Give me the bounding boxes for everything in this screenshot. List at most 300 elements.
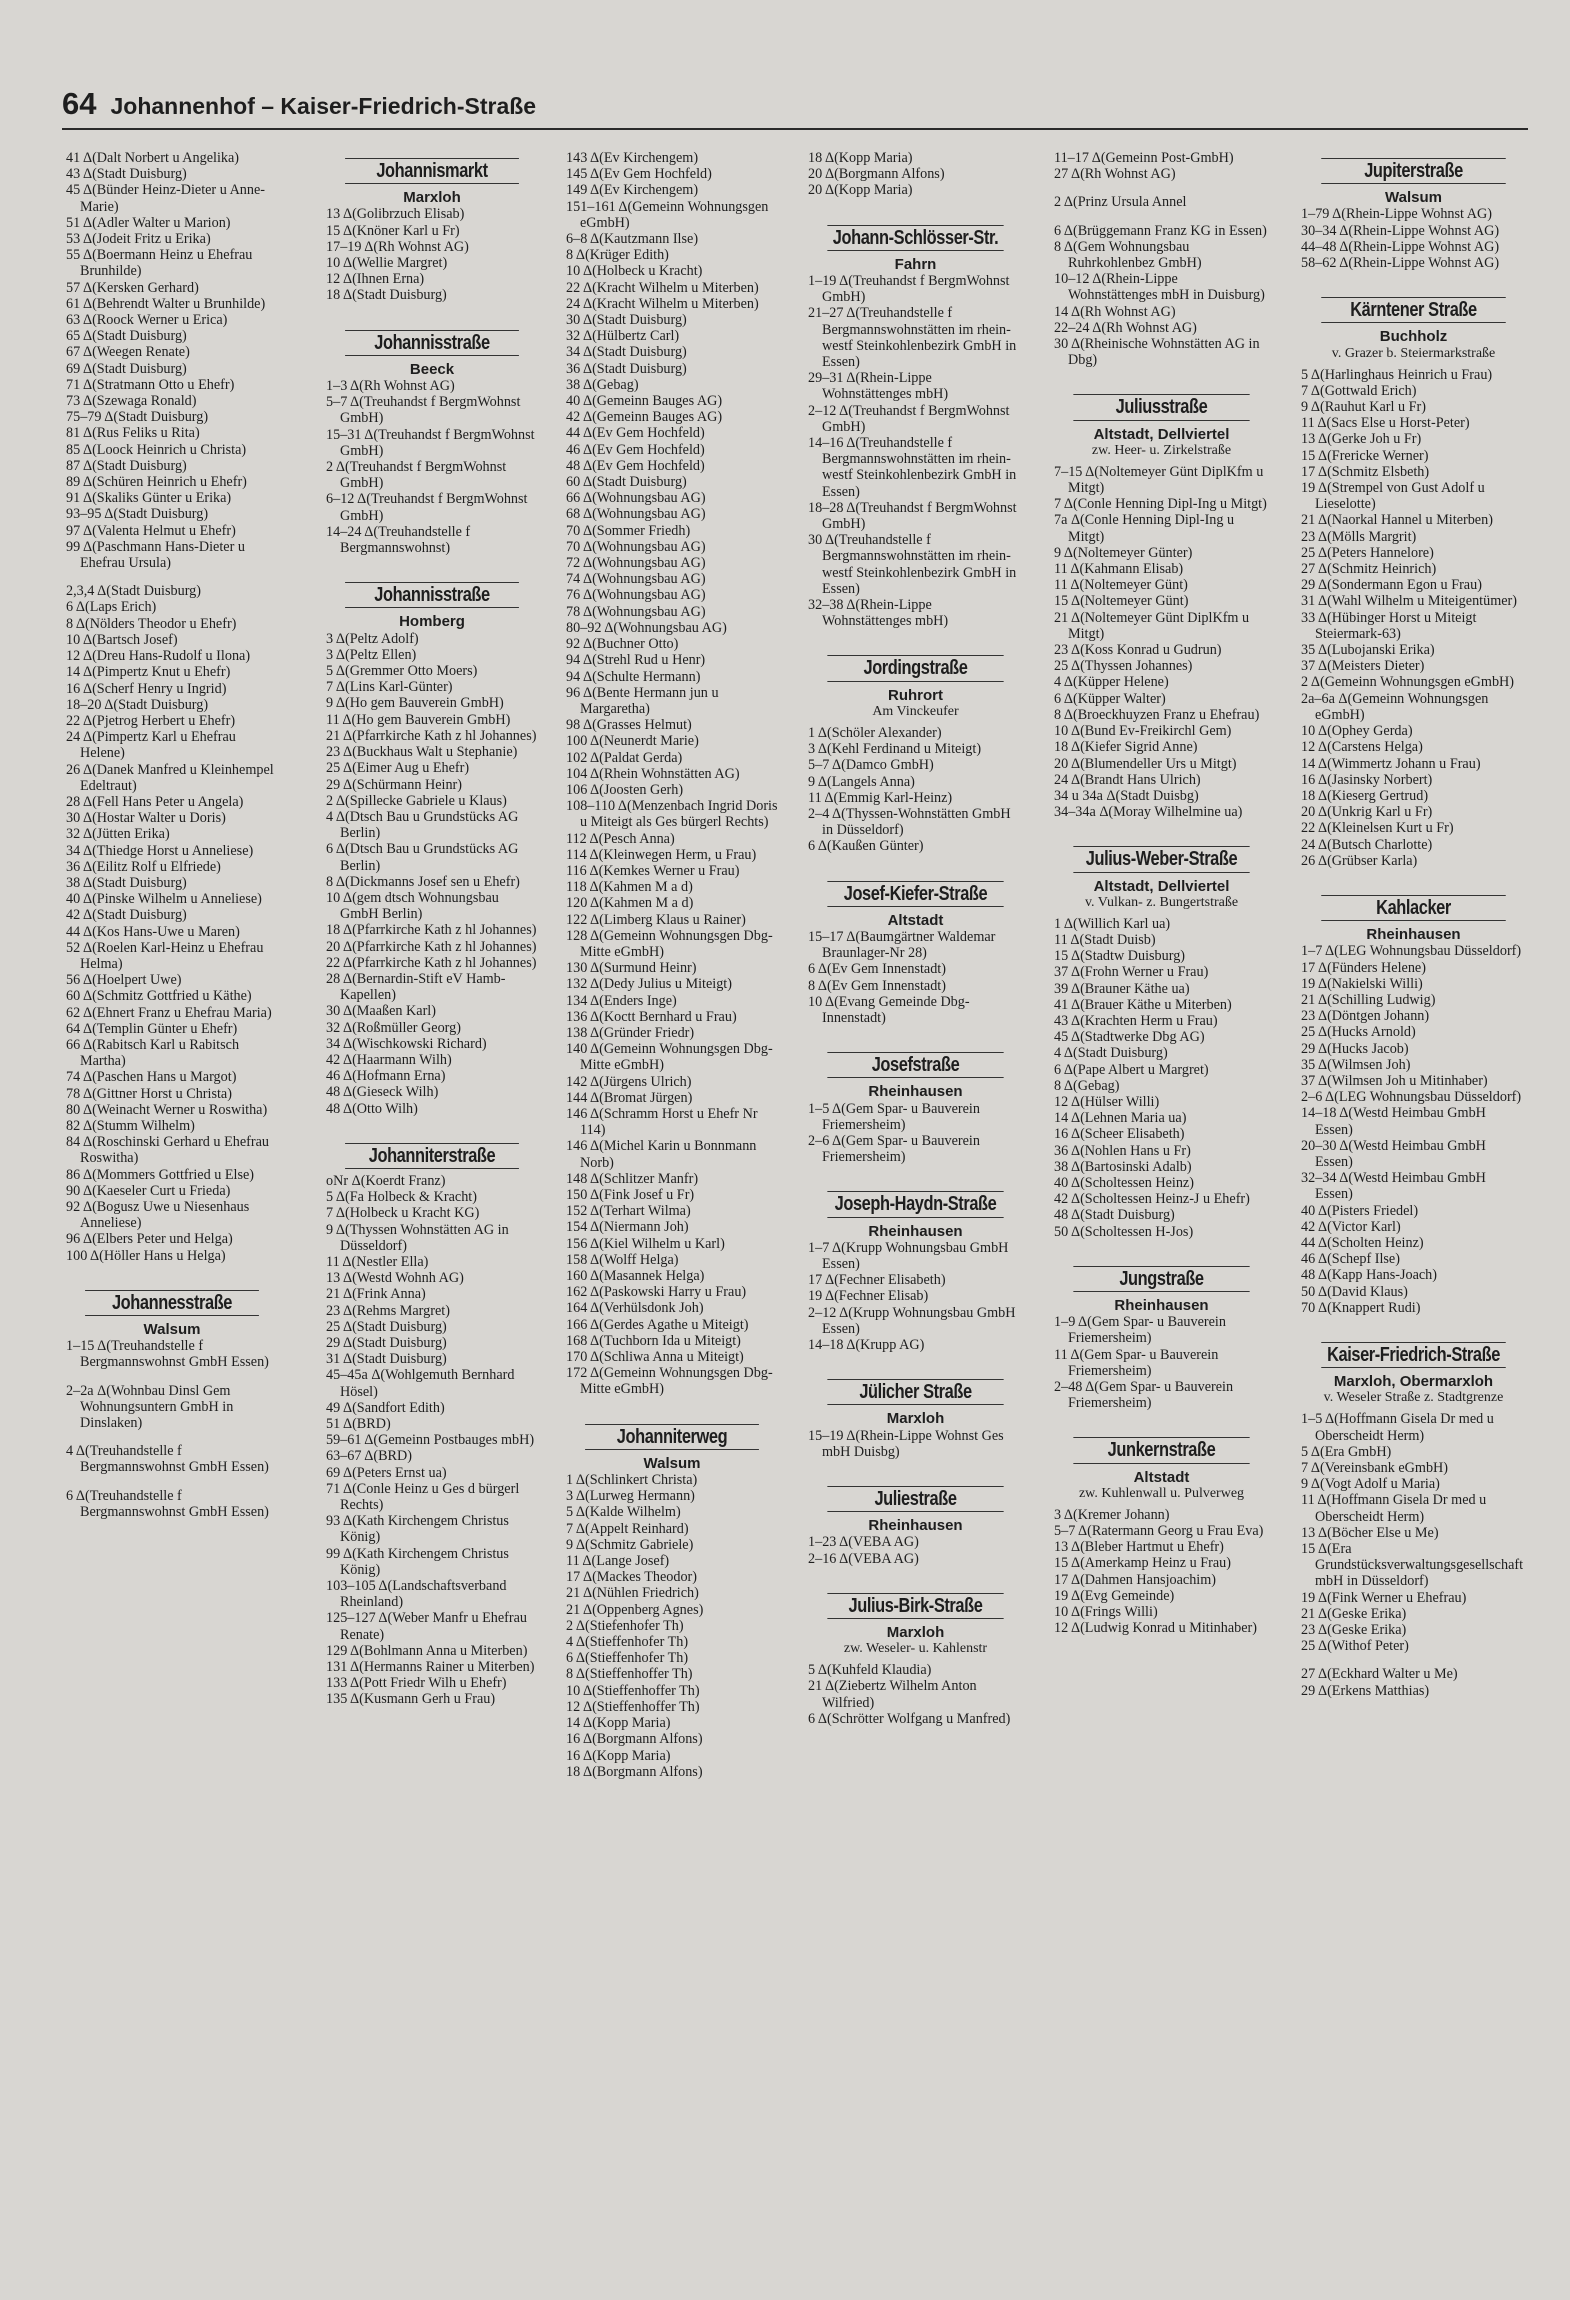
address-entry: 106 Δ(Joosten Gerh) <box>566 781 684 798</box>
address-entry: 154 Δ(Niermann Joh) <box>566 1219 689 1236</box>
address-entry: 2–12 Δ(Treuhandst f BergmWohnst GmbH) <box>808 402 1010 435</box>
district-label: Walsum <box>143 1321 201 1339</box>
address-entry: 128 Δ(Gemeinn Wohnungsgen Dbg-Mitte eGmbH) <box>566 927 773 960</box>
address-entry: 78 Δ(Wohnungsbau AG) <box>566 603 706 620</box>
address-entry: 2–48 Δ(Gem Spar- u Bauverein Friemersheim) <box>1054 1379 1234 1412</box>
address-entry: 12 Δ(Dreu Hans-Rudolf u Ilona) <box>66 648 251 665</box>
address-entry: 18 Δ(Borgmann Alfons) <box>566 1763 703 1780</box>
address-entry: 14 Δ(Kopp Maria) <box>566 1715 671 1732</box>
address-entry: 9 Δ(Ho gem Bauverein GmbH) <box>326 695 504 712</box>
address-entry: 8 Δ(Gem Wohnungsbau Ruhrkohlenbez GmbH) <box>1054 238 1202 272</box>
street-heading: Kaiser-Friedrich-Straße <box>1321 1342 1506 1368</box>
page-number: 64 <box>62 86 97 121</box>
address-entry: 52 Δ(Roelen Karl-Heinz u Ehefrau Helma) <box>66 939 264 972</box>
address-entry: 28 Δ(Fell Hans Peter u Angela) <box>66 793 244 810</box>
address-entry: 17 Δ(Mackes Theodor) <box>566 1569 697 1586</box>
street-heading: Juliestraße <box>827 1486 1003 1512</box>
address-entry: 30 Δ(Stadt Duisburg) <box>566 312 687 329</box>
address-entry: 30 Δ(Hostar Walter u Doris) <box>66 810 226 827</box>
address-entry: 23 Δ(Buckhaus Walt u Stephanie) <box>326 744 518 761</box>
address-entry: 4 Δ(Küpper Helene) <box>1054 674 1169 691</box>
address-entry: 23 Δ(Koss Konrad u Gudrun) <box>1054 642 1222 659</box>
address-entry: 91 Δ(Skaliks Günter u Erika) <box>66 490 232 507</box>
address-entry: 29 Δ(Sondermann Egon u Frau) <box>1301 577 1482 594</box>
address-entry: 30 Δ(Rheinische Wohnstätten AG in Dbg) <box>1054 336 1260 369</box>
address-entry: 6–8 Δ(Kautzmann Ilse) <box>566 231 699 248</box>
address-entry: 70 Δ(Knappert Rudi) <box>1301 1299 1421 1316</box>
address-entry: 99 Δ(Kath Kirchengem Christus König) <box>326 1545 509 1578</box>
address-entry: 17–19 Δ(Rh Wohnst AG) <box>326 238 469 255</box>
address-entry: 53 Δ(Jodeit Fritz u Erika) <box>66 231 211 248</box>
address-entry: 7 Δ(Lins Karl-Günter) <box>326 679 453 696</box>
address-entry: 20–30 Δ(Westd Heimbau GmbH Essen) <box>1301 1137 1486 1170</box>
address-entry: 46 Δ(Schepf Ilse) <box>1301 1251 1400 1268</box>
address-entry: 92 Δ(Buchner Otto) <box>566 636 679 653</box>
address-entry: 129 Δ(Bohlmann Anna u Miterben) <box>326 1642 528 1659</box>
address-entry: 23 Δ(Geske Erika) <box>1301 1622 1407 1639</box>
address-entry: 38 Δ(Stadt Duisburg) <box>66 874 187 891</box>
address-entry: 10 Δ(Bund Ev-Freikirchl Gem) <box>1054 723 1232 740</box>
address-entry: 18 Δ(Stadt Duisburg) <box>326 287 447 304</box>
address-entry: 73 Δ(Szewaga Ronald) <box>66 393 197 410</box>
address-entry: 63–67 Δ(BRD) <box>326 1448 412 1465</box>
address-entry: oNr Δ(Koerdt Franz) <box>326 1172 446 1189</box>
address-entry: 66 Δ(Wohnungsbau AG) <box>566 490 706 507</box>
address-entry: 21 Δ(Nühlen Friedrich) <box>566 1585 699 1602</box>
address-entry: 74 Δ(Paschen Hans u Margot) <box>66 1069 237 1086</box>
address-entry: 43 Δ(Stadt Duisburg) <box>66 166 187 183</box>
address-entry: 15–17 Δ(Baumgärtner Waldemar Braunlager-Nr 28) <box>808 928 996 962</box>
address-entry: 76 Δ(Wohnungsbau AG) <box>566 587 706 604</box>
address-entry: 66 Δ(Rabitsch Karl u Rabitsch Martha) <box>66 1036 240 1070</box>
address-entry: 11–17 Δ(Gemeinn Post-GmbH) <box>1054 150 1234 166</box>
address-entry: 30 Δ(Treuhandstelle f Bergmannswohnstätten im rhein-westf Steinkohlenbezirk GmbH in Essen) <box>808 532 1017 597</box>
address-entry: 25 Δ(Thyssen Johannes) <box>1054 658 1193 675</box>
address-entry: 51 Δ(BRD) <box>326 1416 391 1433</box>
address-entry: 25 Δ(Stadt Duisburg) <box>326 1318 447 1335</box>
address-entry: 7 Δ(Appelt Reinhard) <box>566 1520 689 1537</box>
address-entry: 10 Δ(Ophey Gerda) <box>1301 723 1413 740</box>
address-entry: 55 Δ(Boermann Heinz u Ehefrau Brunhilde) <box>66 247 253 280</box>
address-entry: 160 Δ(Masannek Helga) <box>566 1268 705 1285</box>
address-entry: 23 Δ(Döntgen Johann) <box>1301 1008 1430 1025</box>
address-entry: 118 Δ(Kahmen M a d) <box>566 879 693 896</box>
address-entry: 21–27 Δ(Treuhandstelle f Bergmannswohnstätten im rhein-westf Steinkohlenbezirk GmbH in Essen) <box>808 305 1017 371</box>
address-entry: 1–5 Δ(Hoffmann Gisela Dr med u Oberscheidt Herm) <box>1301 1411 1494 1444</box>
address-entry: 32 Δ(Jütten Erika) <box>66 826 170 843</box>
address-entry: 94 Δ(Schulte Hermann) <box>566 668 701 685</box>
address-entry: 93–95 Δ(Stadt Duisburg) <box>66 506 209 523</box>
address-entry: 100 Δ(Höller Hans u Helga) <box>66 1247 226 1264</box>
address-entry: 142 Δ(Jürgens Ulrich) <box>566 1073 692 1090</box>
address-entry: 150 Δ(Fink Josef u Fr) <box>566 1187 695 1203</box>
address-entry: 1–7 Δ(Krupp Wohnungsbau GmbH Essen) <box>808 1239 1009 1272</box>
address-entry: 21 Δ(Ziebertz Wilhelm Anton Wilfried) <box>808 1678 977 1711</box>
address-entry: 38 Δ(Gebag) <box>566 376 639 393</box>
column-1 <box>66 150 278 1520</box>
address-entry: 149 Δ(Ev Kirchengem) <box>566 182 699 199</box>
address-entry: 8 Δ(Gebag) <box>1054 1077 1120 1094</box>
address-entry: 25 Δ(Eimer Aug u Ehefr) <box>326 760 470 777</box>
address-entry: 11 Δ(Ho gem Bauverein GmbH) <box>326 711 511 728</box>
address-entry: 40 Δ(Pisters Friedel) <box>1301 1202 1419 1219</box>
address-entry: 158 Δ(Wolff Helga) <box>566 1251 679 1268</box>
address-entry: 7 Δ(Gottwald Erich) <box>1301 382 1417 399</box>
address-entry: 10 Δ(Evang Gemeinde Dbg-Innenstadt) <box>808 993 970 1026</box>
address-entry: 102 Δ(Paldat Gerda) <box>566 749 683 766</box>
address-entry: 145 Δ(Ev Gem Hochfeld) <box>566 166 712 183</box>
address-entry: 13 Δ(Böcher Else u Me) <box>1301 1524 1439 1541</box>
address-entry: 4 Δ(Stieffenhofer Th) <box>566 1634 689 1651</box>
address-entry: 100 Δ(Neunerdt Marie) <box>566 733 699 750</box>
address-entry: 11 Δ(Noltemeyer Günt) <box>1054 577 1188 594</box>
address-entry: 78 Δ(Gittner Horst u Christa) <box>66 1085 232 1102</box>
street-heading: Johannismarkt <box>345 158 519 184</box>
address-entry: 1–15 Δ(Treuhandstelle f Bergmannswohnst GmbH Essen) <box>66 1338 269 1371</box>
address-entry: 44 Δ(Scholten Heinz) <box>1301 1234 1424 1251</box>
address-entry: 67 Δ(Weegen Renate) <box>66 344 190 361</box>
address-entry: 15 Δ(Era Grundstücksverwaltungsgesellschaft mbH in Düsseldorf) <box>1301 1541 1524 1590</box>
address-entry: 14–18 Δ(Krupp AG) <box>808 1336 925 1353</box>
address-entry: 143 Δ(Ev Kirchengem) <box>566 150 699 166</box>
address-entry: 10 Δ(Stieffenhoffer Th) <box>566 1682 700 1699</box>
address-entry: 17 Δ(Schmitz Elsbeth) <box>1301 463 1430 480</box>
address-entry: 2 Δ(Stiefenhofer Th) <box>566 1617 684 1634</box>
address-entry: 44–48 Δ(Rhein-Lippe Wohnst AG) <box>1301 238 1500 255</box>
address-entry: 5 Δ(Gremmer Otto Moers) <box>326 663 478 680</box>
address-entry: 6–12 Δ(Treuhandst f BergmWohnst GmbH) <box>326 491 528 524</box>
street-range-note: zw. Kuhlenwall u. Pulverweg <box>1078 1485 1245 1501</box>
address-entry: 82 Δ(Stumm Wilhelm) <box>66 1117 195 1134</box>
address-entry: 11 Δ(Nestler Ella) <box>326 1253 429 1270</box>
street-heading: Johanniterstraße <box>345 1143 519 1169</box>
address-entry: 6 Δ(Pape Albert u Margret) <box>1054 1061 1209 1078</box>
address-entry: 61 Δ(Behrendt Walter u Brunhilde) <box>66 295 266 312</box>
address-entry: 42 Δ(Haarmann Wilh) <box>326 1051 452 1068</box>
address-entry: 164 Δ(Verhülsdonk Joh) <box>566 1300 704 1317</box>
address-entry: 20 Δ(Unkrig Karl u Fr) <box>1301 804 1433 821</box>
district-label: Rheinhausen <box>868 1222 963 1240</box>
address-entry: 34 Δ(Wischkowski Richard) <box>326 1035 487 1052</box>
address-entry: 116 Δ(Kemkes Werner u Frau) <box>566 862 740 879</box>
address-entry: 13 Δ(Westd Wohnh AG) <box>326 1270 464 1287</box>
address-entry: 15 Δ(Frericke Werner) <box>1301 447 1429 464</box>
address-entry: 6 Δ(Treuhandstelle f Bergmannswohnst GmbH Essen) <box>66 1487 269 1520</box>
address-entry: 20 Δ(Borgmann Alfons) <box>808 166 945 183</box>
district-label: Altstadt, Dellviertel <box>1093 877 1230 895</box>
address-entry: 48 Δ(Kapp Hans-Joach) <box>1301 1267 1437 1284</box>
address-entry: 25 Δ(Withof Peter) <box>1301 1638 1409 1655</box>
address-entry: 21 Δ(Schilling Ludwig) <box>1301 991 1436 1008</box>
address-entry: 152 Δ(Terhart Wilma) <box>566 1203 691 1220</box>
address-entry: 1 Δ(Schlinkert Christa) <box>566 1472 698 1489</box>
address-entry: 31 Δ(Stadt Duisburg) <box>326 1351 447 1368</box>
address-entry: 7–15 Δ(Noltemeyer Günt DiplKfm u Mitgt) <box>1054 463 1264 497</box>
address-entry: 20 Δ(Blumendeller Urs u Mitgt) <box>1054 755 1237 772</box>
address-entry: 12 Δ(Carstens Helga) <box>1301 739 1423 756</box>
address-entry: 34 Δ(Stadt Duisburg) <box>566 344 687 361</box>
address-entry: 9 Δ(Rauhut Karl u Fr) <box>1301 399 1426 416</box>
address-entry: 9 Δ(Vogt Adolf u Maria) <box>1301 1476 1440 1493</box>
address-entry: 5–7 Δ(Treuhandst f BergmWohnst GmbH) <box>326 394 521 427</box>
address-entry: 144 Δ(Bromat Jürgen) <box>566 1089 693 1106</box>
address-entry: 89 Δ(Schüren Heinrich u Ehefr) <box>66 474 247 491</box>
address-entry: 4 Δ(Treuhandstelle f Bergmannswohnst GmbH Essen) <box>66 1443 269 1476</box>
address-entry: 17 Δ(Dahmen Hansjoachim) <box>1054 1571 1216 1588</box>
address-entry: 168 Δ(Tuchborn Ida u Miteigt) <box>566 1332 741 1349</box>
address-entry: 22 Δ(Kracht Wilhelm u Miterben) <box>566 279 759 296</box>
address-entry: 34 Δ(Thiedge Horst u Anneliese) <box>66 842 254 859</box>
address-entry: 5 Δ(Harlinghaus Heinrich u Frau) <box>1301 366 1493 383</box>
address-entry: 27 Δ(Eckhard Walter u Me) <box>1301 1666 1458 1683</box>
address-entry: 15–31 Δ(Treuhandst f BergmWohnst GmbH) <box>326 426 535 459</box>
street-heading: Juliusstraße <box>1073 394 1249 420</box>
address-entry: 1–23 Δ(VEBA AG) <box>808 1534 919 1551</box>
address-entry: 36 Δ(Stadt Duisburg) <box>566 360 687 377</box>
address-entry: 34–34a Δ(Moray Wilhelmine ua) <box>1054 804 1243 821</box>
address-entry: 9 Δ(Langels Anna) <box>808 773 915 790</box>
address-entry: 75–79 Δ(Stadt Duisburg) <box>66 409 209 426</box>
address-entry: 22 Δ(Kleinelsen Kurt u Fr) <box>1301 820 1454 837</box>
page-header <box>62 86 536 122</box>
address-entry: 45–45a Δ(Wohlgemuth Bernhard Hösel) <box>326 1367 515 1400</box>
address-entry: 24 Δ(Kracht Wilhelm u Miterben) <box>566 295 759 312</box>
address-entry: 3 Δ(Kremer Johann) <box>1054 1506 1170 1523</box>
address-entry: 27 Δ(Rh Wohnst AG) <box>1054 166 1176 183</box>
address-entry: 5 Δ(Era GmbH) <box>1301 1443 1392 1460</box>
street-heading: Joseph-Haydn-Straße <box>827 1191 1003 1217</box>
street-heading: Kärntener Straße <box>1321 297 1506 323</box>
address-entry: 22 Δ(Pjetrog Herbert u Ehefr) <box>66 712 236 729</box>
address-entry: 112 Δ(Pesch Anna) <box>566 830 675 847</box>
address-entry: 37 Δ(Frohn Werner u Frau) <box>1054 964 1209 981</box>
address-entry: 7 Δ(Holbeck u Kracht KG) <box>326 1205 480 1222</box>
address-entry: 70 Δ(Sommer Friedh) <box>566 522 691 539</box>
district-label: Beeck <box>409 360 455 378</box>
address-entry: 85 Δ(Loock Heinrich u Christa) <box>66 441 247 458</box>
address-entry: 2–12 Δ(Krupp Wohnungsbau GmbH Essen) <box>808 1304 1016 1337</box>
address-entry: 13 Δ(Golibrzuch Elisab) <box>326 206 465 223</box>
address-entry: 48 Δ(Gieseck Wilh) <box>326 1084 439 1101</box>
address-entry: 37 Δ(Wilmsen Joh u Mitinhaber) <box>1301 1072 1488 1089</box>
address-entry: 6 Δ(Ev Gem Innenstadt) <box>808 961 946 978</box>
street-heading: Kahlacker <box>1321 895 1506 921</box>
address-entry: 65 Δ(Stadt Duisburg) <box>66 328 187 345</box>
address-entry: 2,3,4 Δ(Stadt Duisburg) <box>66 583 201 600</box>
address-entry: 16 Δ(Scheer Elisabeth) <box>1054 1126 1185 1143</box>
address-entry: 86 Δ(Mommers Gottfried u Else) <box>66 1166 255 1183</box>
address-entry: 166 Δ(Gerdes Agathe u Miteigt) <box>566 1316 749 1333</box>
address-entry: 5 Δ(Kalde Wilhelm) <box>566 1504 681 1521</box>
address-entry: 40 Δ(Scholtessen Heinz) <box>1054 1174 1194 1191</box>
address-entry: 17 Δ(Fechner Elisabeth) <box>808 1272 946 1289</box>
address-entry: 2–6 Δ(LEG Wohnungsbau Düsseldorf) <box>1301 1089 1522 1106</box>
address-entry: 2–16 Δ(VEBA AG) <box>808 1550 919 1567</box>
address-entry: 13 Δ(Bleber Hartmut u Ehefr) <box>1054 1539 1224 1556</box>
address-entry: 17 Δ(Fünders Helene) <box>1301 959 1426 976</box>
address-entry: 9 Δ(Schmitz Gabriele) <box>566 1536 694 1553</box>
address-entry: 21 Δ(Geske Erika) <box>1301 1605 1407 1622</box>
address-entry: 132 Δ(Dedy Julius u Miteigt) <box>566 976 732 993</box>
address-entry: 72 Δ(Wohnungsbau AG) <box>566 555 706 572</box>
address-entry: 40 Δ(Pinske Wilhelm u Anneliese) <box>66 891 262 908</box>
address-entry: 11 Δ(Emmig Karl-Heinz) <box>808 789 953 806</box>
address-entry: 35 Δ(Lubojanski Erika) <box>1301 642 1435 659</box>
address-entry: 18 Δ(Pfarrkirche Kath z hl Johannes) <box>326 922 537 939</box>
district-label: Fahrn <box>894 255 937 273</box>
address-entry: 1 Δ(Willich Karl ua) <box>1054 915 1171 932</box>
address-entry: 11 Δ(Gem Spar- u Bauverein Friemersheim) <box>1054 1346 1219 1379</box>
street-range-note: zw. Weseler- u. Kahlenstr <box>843 1641 988 1657</box>
address-entry: 23 Δ(Rehms Margret) <box>326 1302 450 1319</box>
address-entry: 15 Δ(Amerkamp Heinz u Frau) <box>1054 1555 1231 1572</box>
address-entry: 50 Δ(David Klaus) <box>1301 1283 1408 1300</box>
address-entry: 15 Δ(Stadtw Duisburg) <box>1054 948 1186 965</box>
address-entry: 15 Δ(Noltemeyer Günt) <box>1054 593 1189 610</box>
address-entry: 96 Δ(Elbers Peter und Helga) <box>66 1231 233 1248</box>
address-entry: 35 Δ(Wilmsen Joh) <box>1301 1056 1411 1073</box>
district-label: Altstadt, Dellviertel <box>1093 425 1230 443</box>
address-entry: 45 Δ(Bünder Heinz-Dieter u Anne-Marie) <box>66 182 266 215</box>
address-entry: 3 Δ(Kehl Ferdinand u Miteigt) <box>808 741 982 758</box>
address-entry: 2 Δ(Spillecke Gabriele u Klaus) <box>326 792 507 809</box>
address-entry: 32 Δ(Roßmüller Georg) <box>326 1019 461 1036</box>
district-label: Marxloh, Obermarxloh <box>1333 1373 1494 1391</box>
address-entry: 33 Δ(Hübinger Horst u Miteigt Steiermark-63) <box>1301 609 1477 642</box>
address-entry: 99 Δ(Paschmann Hans-Dieter u Ehefrau Ursula) <box>66 538 245 572</box>
address-entry: 1–79 Δ(Rhein-Lippe Wohnst AG) <box>1301 206 1492 223</box>
page-title: Johannenhof – Kaiser-Friedrich-Straße <box>110 93 537 119</box>
address-entry: 15 Δ(Knöner Karl u Fr) <box>326 222 460 239</box>
address-entry: 49 Δ(Sandfort Edith) <box>326 1399 445 1416</box>
address-entry: 2–2a Δ(Wohnbau Dinsl Gem Wohnungsuntern GmbH in Dinslaken) <box>66 1382 234 1432</box>
address-entry: 51 Δ(Adler Walter u Marion) <box>66 214 231 231</box>
street-heading: Julius-Weber-Straße <box>1073 846 1249 872</box>
address-entry: 138 Δ(Gründer Friedr) <box>566 1024 695 1041</box>
address-entry: 42 Δ(Gemeinn Bauges AG) <box>566 409 723 426</box>
address-entry: 7a Δ(Conle Henning Dipl-Ing u Mitgt) <box>1054 512 1235 545</box>
address-entry: 84 Δ(Roschinski Gerhard u Ehefrau Roswitha) <box>66 1134 269 1167</box>
street-heading: Jungstraße <box>1073 1266 1249 1292</box>
address-entry: 1 Δ(Schöler Alexander) <box>808 724 942 741</box>
street-range-note: v. Vulkan- z. Bungertstraße <box>1084 894 1239 910</box>
address-entry: 5 Δ(Fa Holbeck & Kracht) <box>326 1189 477 1206</box>
address-entry: 21 Δ(Oppenberg Agnes) <box>566 1601 704 1618</box>
address-entry: 81 Δ(Rus Feliks u Rita) <box>66 425 200 442</box>
address-entry: 2–6 Δ(Gem Spar- u Bauverein Friemersheim) <box>808 1132 980 1166</box>
address-entry: 4 Δ(Dtsch Bau u Grundstücks AG Berlin) <box>326 808 519 842</box>
address-entry: 114 Δ(Kleinwegen Herm, u Frau) <box>566 846 757 863</box>
address-entry: 134 Δ(Enders Inge) <box>566 992 677 1009</box>
address-entry: 13 Δ(Gerke Joh u Fr) <box>1301 431 1422 448</box>
address-entry: 104 Δ(Rhein Wohnstätten AG) <box>566 765 740 782</box>
address-entry: 21 Δ(Noltemeyer Günt DiplKfm u Mitgt) <box>1054 609 1250 642</box>
address-entry: 14 Δ(Lehnen Maria ua) <box>1054 1110 1187 1127</box>
street-range-note: v. Weseler Straße z. Stadtgrenze <box>1323 1390 1504 1406</box>
address-entry: 10 Δ(Wellie Margret) <box>326 255 448 272</box>
address-entry: 24 Δ(Brandt Hans Ulrich) <box>1054 771 1201 788</box>
district-label: Homberg <box>399 613 465 631</box>
address-entry: 24 Δ(Pimpertz Karl u Ehefrau Helene) <box>66 729 236 762</box>
street-heading: Jülicher Straße <box>827 1379 1003 1405</box>
address-entry: 45 Δ(Stadtwerke Dbg AG) <box>1054 1029 1205 1046</box>
district-label: Rheinhausen <box>1114 1296 1209 1314</box>
street-heading: Johann-Schlösser-Str. <box>827 225 1003 251</box>
column-4 <box>808 150 1023 1727</box>
address-entry: 42 Δ(Stadt Duisburg) <box>66 907 187 924</box>
address-entry: 25 Δ(Hucks Arnold) <box>1301 1024 1416 1041</box>
address-entry: 1–19 Δ(Treuhandst f BergmWohnst GmbH) <box>808 273 1010 306</box>
address-entry: 6 Δ(Dtsch Bau u Grundstücks AG Berlin) <box>326 841 519 874</box>
street-heading: Junkernstraße <box>1073 1437 1249 1463</box>
address-entry: 3 Δ(Peltz Adolf) <box>326 630 419 647</box>
address-entry: 80 Δ(Weinacht Werner u Roswitha) <box>66 1101 268 1118</box>
address-entry: 12 Δ(Stieffenhoffer Th) <box>566 1698 700 1715</box>
column-5 <box>1054 150 1269 1636</box>
address-entry: 46 Δ(Hofmann Erna) <box>326 1068 446 1085</box>
address-entry: 146 Δ(Schramm Horst u Ehefr Nr 114) <box>566 1105 758 1139</box>
address-entry: 2–4 Δ(Thyssen-Wohnstätten GmbH in Düsseldorf) <box>808 805 1011 839</box>
address-entry: 8 Δ(Nölders Theodor u Ehefr) <box>66 615 237 632</box>
address-entry: 8 Δ(Stieffenhoffer Th) <box>566 1666 693 1683</box>
address-entry: 43 Δ(Krachten Herm u Frau) <box>1054 1012 1218 1029</box>
address-entry: 125–127 Δ(Weber Manfr u Ehefrau Renate) <box>326 1610 528 1643</box>
address-entry: 7 Δ(Vereinsbank eGmbH) <box>1301 1460 1449 1477</box>
address-entry: 140 Δ(Gemeinn Wohnungsgen Dbg-Mitte eGmbH) <box>566 1041 773 1074</box>
address-entry: 48 Δ(Stadt Duisburg) <box>1054 1207 1175 1224</box>
address-entry: 94 Δ(Strehl Rud u Henr) <box>566 652 706 669</box>
street-heading: Jupiterstraße <box>1321 158 1506 184</box>
address-entry: 60 Δ(Schmitz Gottfried u Käthe) <box>66 988 252 1005</box>
address-entry: 41 Δ(Brauer Käthe u Miterben) <box>1054 996 1232 1013</box>
street-heading: Julius-Birk-Straße <box>827 1593 1003 1619</box>
address-entry: 12 Δ(Ludwig Konrad u Mitinhaber) <box>1054 1620 1257 1637</box>
column-2 <box>326 150 538 1708</box>
address-entry: 62 Δ(Ehnert Franz u Ehefrau Maria) <box>66 1004 272 1021</box>
address-entry: 6 Δ(Schrötter Wolfgang u Manfred) <box>808 1710 1011 1727</box>
address-entry: 136 Δ(Koctt Bernhard u Frau) <box>566 1008 737 1025</box>
address-entry: 29 Δ(Schürmann Heinr) <box>326 776 462 793</box>
district-label: Altstadt <box>1133 1468 1190 1486</box>
address-entry: 48 Δ(Otto Wilh) <box>326 1100 418 1117</box>
district-label: Rheinhausen <box>868 1517 963 1535</box>
address-entry: 14–18 Δ(Westd Heimbau GmbH Essen) <box>1301 1105 1486 1138</box>
address-entry: 130 Δ(Surmund Heinr) <box>566 960 697 977</box>
address-entry: 19 Δ(Fechner Elisab) <box>808 1288 929 1305</box>
address-entry: 93 Δ(Kath Kirchengem Christus König) <box>326 1513 509 1546</box>
address-entry: 15–19 Δ(Rhein-Lippe Wohnst Ges mbH Duisbg) <box>808 1427 1004 1460</box>
address-entry: 69 Δ(Stadt Duisburg) <box>66 360 187 377</box>
address-entry: 18–20 Δ(Stadt Duisburg) <box>66 696 209 713</box>
address-entry: 2 Δ(Treuhandst f BergmWohnst GmbH) <box>326 459 507 492</box>
address-entry: 11 Δ(Lange Josef) <box>566 1553 670 1570</box>
address-entry: 29 Δ(Stadt Duisburg) <box>326 1335 447 1351</box>
address-entry: 19 Δ(Fink Werner u Ehefrau) <box>1301 1589 1467 1606</box>
address-entry: 42 Δ(Victor Karl) <box>1301 1218 1401 1235</box>
address-entry: 10 Δ(Holbeck u Kracht) <box>566 263 703 280</box>
address-entry: 131 Δ(Hermanns Rainer u Miterben) <box>326 1659 535 1676</box>
address-entry: 46 Δ(Ev Gem Hochfeld) <box>566 441 705 458</box>
address-entry: 70 Δ(Wohnungsbau AG) <box>566 538 706 555</box>
address-entry: 8 Δ(Krüger Edith) <box>566 247 669 264</box>
address-entry: 122 Δ(Limberg Klaus u Rainer) <box>566 911 746 928</box>
address-entry: 108–110 Δ(Menzenbach Ingrid Doris u Miteigt als Ges bürgerl Rechts) <box>566 798 778 831</box>
address-entry: 5–7 Δ(Damco GmbH) <box>808 757 934 774</box>
street-heading: Johannisstraße <box>345 330 519 356</box>
district-label: Ruhrort <box>888 686 943 704</box>
address-entry: 48 Δ(Ev Gem Hochfeld) <box>566 457 705 474</box>
address-entry: 68 Δ(Wohnungsbau AG) <box>566 506 706 523</box>
